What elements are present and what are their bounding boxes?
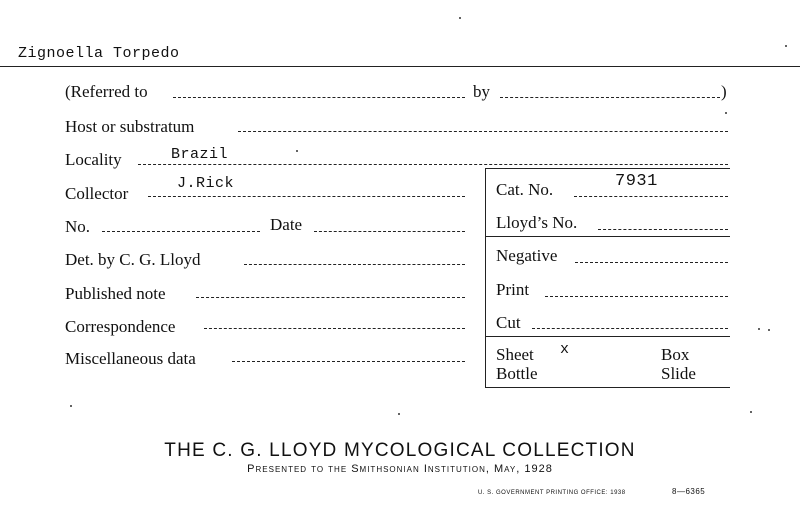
no-label: No. — [65, 217, 91, 236]
box-left-border — [485, 168, 486, 387]
date-line — [314, 231, 465, 232]
box-label: Box — [661, 345, 690, 364]
printing-office-note: U. S. GOVERNMENT PRINTING OFFICE: 1938 — [478, 490, 626, 496]
collector-label: Collector — [65, 184, 129, 203]
header-rule — [0, 66, 800, 67]
correspondence-label: Correspondence — [65, 317, 176, 336]
scan-speck — [768, 329, 770, 331]
box-divider — [485, 236, 730, 237]
print-line — [545, 296, 728, 297]
referred-to-line — [173, 97, 465, 98]
scan-speck — [459, 17, 461, 19]
det-by-label: Det. by C. G. Lloyd — [65, 250, 201, 269]
print-label: Print — [496, 280, 530, 299]
collection-title: THE C. G. LLOYD MYCOLOGICAL COLLECTION — [164, 440, 636, 461]
cat-no-label: Cat. No. — [496, 180, 554, 199]
negative-label: Negative — [496, 246, 558, 265]
scan-speck — [758, 328, 760, 330]
scan-speck — [70, 405, 72, 407]
cut-line — [532, 328, 728, 329]
box-bottom-border — [485, 387, 730, 388]
cat-no-value: 7931 — [615, 172, 658, 191]
scan-speck — [398, 413, 400, 415]
host-line — [238, 131, 728, 132]
collection-subtitle: Presented to the Smithsonian Institution, May, 1928 — [247, 463, 553, 475]
misc-label: Miscellaneous data — [65, 349, 196, 368]
bottle-label: Bottle — [496, 364, 538, 383]
box-divider-2 — [485, 336, 730, 337]
by-label: by — [473, 82, 490, 101]
lloyds-no-label: Lloyd’s No. — [496, 213, 578, 232]
det-by-line — [244, 264, 465, 265]
sheet-label: Sheet — [496, 345, 534, 364]
no-line — [102, 231, 260, 232]
cut-label: Cut — [496, 313, 521, 332]
scan-speck — [750, 411, 752, 413]
correspondence-line — [204, 328, 465, 329]
sheet-mark: x — [560, 341, 570, 358]
lloyds-no-line — [598, 229, 728, 230]
locality-label: Locality — [65, 150, 122, 169]
misc-line — [232, 361, 465, 362]
negative-line — [575, 262, 728, 263]
collector-line — [148, 196, 465, 197]
scan-speck — [785, 45, 787, 47]
specimen-name: Zignoella Torpedo — [18, 45, 180, 62]
cat-no-line — [574, 196, 728, 197]
box-top-border — [485, 168, 730, 169]
referred-to-label: (Referred to — [65, 82, 148, 101]
scan-speck — [296, 150, 298, 152]
host-label: Host or substratum — [65, 117, 195, 136]
locality-line — [138, 164, 728, 165]
close-paren: ) — [721, 82, 727, 101]
scan-speck — [725, 112, 727, 114]
slide-label: Slide — [661, 364, 696, 383]
by-line — [500, 97, 720, 98]
published-note-line — [196, 297, 465, 298]
date-label: Date — [270, 215, 303, 234]
form-number: 8—6365 — [672, 487, 706, 496]
collector-value: J.Rick — [177, 175, 235, 192]
published-note-label: Published note — [65, 284, 166, 303]
locality-value: Brazil — [171, 146, 229, 163]
